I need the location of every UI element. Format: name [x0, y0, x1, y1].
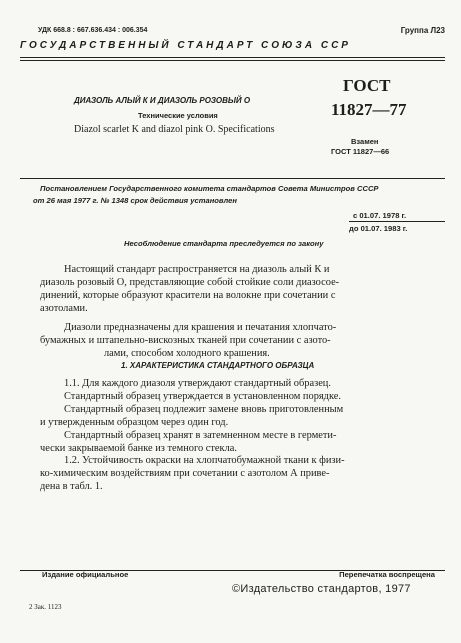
text-line: 1.2. Устойчивость окраски на хлопчатобумажной ткани к физи- — [64, 455, 345, 467]
text-line: Стандартный образец хранят в затемненном месте в гермети- — [64, 429, 337, 441]
text-line: диазоль розовый О, представляющие собой стойкие соли диазосое- — [40, 276, 340, 288]
paragraph-scope — [40, 264, 339, 316]
header-rule-thin — [20, 60, 445, 61]
text-line: ко-химическим воздействиям при сочетании с азотолом А приве- — [40, 468, 330, 480]
decree-line-2: от 26 мая 1977 г. № 1348 срок действия установлен — [33, 196, 237, 205]
udk-code: УДК 668.8 : 667.636.434 : 006.354 — [38, 27, 148, 34]
text-line: дена в табл. 1. — [40, 481, 103, 493]
group-code: Группа Л23 — [400, 26, 445, 35]
text-line: Диазоли предназначены для крашения и печатания хлопчато- — [64, 322, 337, 333]
title-en: Diazol scarlet K and diazol pink O. Specifications — [74, 124, 275, 135]
reprint-prohibited-label: Перепечатка воспрещена — [339, 570, 435, 579]
text-line: Стандартный образец подлежит замене вновь приготовленным — [64, 403, 344, 415]
text-line: чески закрываемой банке из темного стекла. — [40, 442, 237, 454]
paragraph-purpose — [40, 322, 336, 361]
text-line: бумажных и штапельно-вискозных тканей при сочетании с азото- — [40, 334, 331, 346]
standard-name-header: ГОСУДАРСТВЕННЫЙ СТАНДАРТ СОЮЗА ССР — [20, 40, 351, 51]
subtitle-ru: Технические условия — [138, 111, 218, 120]
text-line: 1.1. Для каждого диазоля утверждают стандартный образец. — [64, 378, 331, 389]
section-heading: 1. ХАРАКТЕРИСТИКА СТАНДАРТНОГО ОБРАЗЦА — [121, 361, 315, 370]
text-line: Настоящий стандарт распространяется на диазоль алый К и — [64, 264, 330, 275]
copyright: ©Издательство стандартов, 1977 — [232, 583, 411, 595]
gost-label: ГОСТ — [343, 76, 391, 95]
text-line: и утвержденным образцом через один год. — [40, 416, 229, 428]
decree-rule — [20, 178, 445, 179]
header-rule — [20, 57, 445, 58]
text-line: лами, способом холодного крашения. — [104, 347, 270, 359]
text-line: азотолами. — [40, 302, 88, 314]
replaces-label: Взамен — [351, 137, 379, 146]
replaced-standard: ГОСТ 11827—66 — [331, 147, 390, 156]
paragraph-standard-sample — [40, 378, 345, 494]
text-line: Стандартный образец утверждается в установленном порядке. — [64, 390, 341, 402]
noncompliance-notice: Несоблюдение стандарта преследуется по закону — [124, 239, 324, 248]
validity-date-rule — [349, 221, 445, 222]
decree-line-1: Постановлением Государственного комитета стандартов Совета Министров СССР — [40, 184, 379, 193]
order-number: 2 Зак. 1123 — [29, 603, 62, 611]
gost-number: 11827—77 — [331, 100, 407, 119]
title-ru: ДИАЗОЛЬ АЛЫЙ К И ДИАЗОЛЬ РОЗОВЫЙ О — [74, 96, 251, 105]
validity-date-from: с 01.07. 1978 г. — [353, 211, 407, 220]
official-edition-label: Издание официальное — [42, 570, 129, 579]
validity-date-to: до 01.07. 1983 г. — [349, 224, 408, 233]
text-line: динений, которые образуют красители на волокне при сочетании с — [40, 289, 336, 301]
